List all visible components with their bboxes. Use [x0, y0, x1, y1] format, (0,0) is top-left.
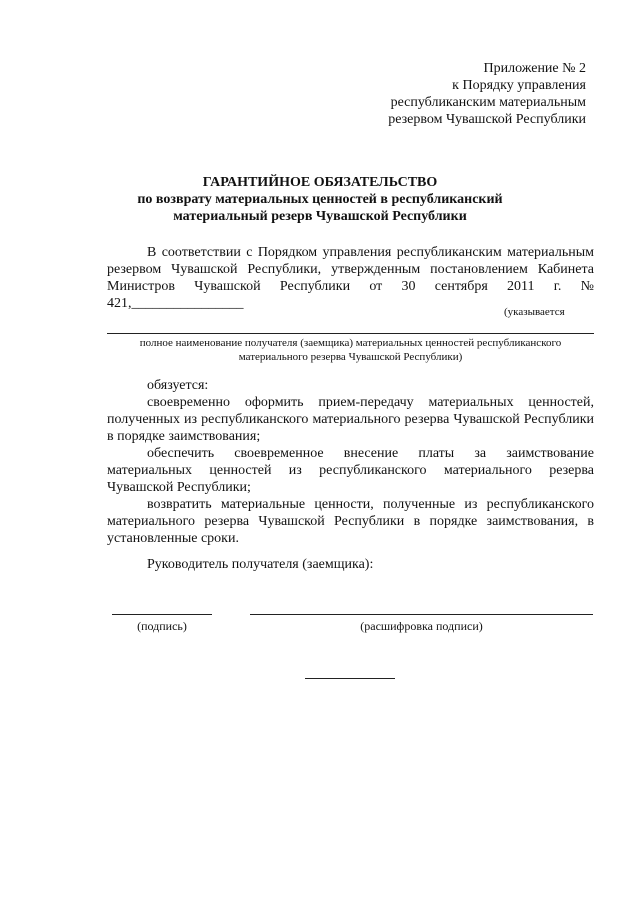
- obligation-item-1: своевременно оформить прием-передачу материальных ценностей, полученных из республиканского материального резерва Чувашской Республики в порядке заимствования;: [107, 395, 594, 444]
- document-title: ГАРАНТИЙНОЕ ОБЯЗАТЕЛЬСТВО: [202, 175, 438, 190]
- signature-decode-caption: (расшифровка подписи): [360, 619, 483, 633]
- appendix-line-4: резервом Чувашской Республики: [388, 112, 586, 127]
- signatory-label: Руководитель получателя (заемщика):: [147, 557, 374, 572]
- appendix-header: [360, 60, 586, 128]
- obligation-item-2: обеспечить своевременное внесение платы за заимствование материальных ценностей из республиканского материального резерва Чувашской Республики;: [107, 446, 594, 495]
- obligations-lead: обязуется:: [147, 378, 209, 393]
- appendix-line-3: республиканским материальным: [390, 95, 586, 110]
- signature-decode-line: [250, 614, 593, 615]
- obligation-item-3: возвратить материальные ценности, полученные из республиканского материального резерва Чувашской Республики в порядке заимствования, в установленные сроки.: [107, 497, 594, 546]
- document-subtitle-line-1: по возврату материальных ценностей в республиканский: [137, 192, 503, 207]
- closing-separator-line: [305, 678, 395, 679]
- recipient-caption-line-1: полное наименование получателя (заемщика) материальных ценностей республиканского: [139, 337, 562, 349]
- appendix-line-2: к Порядку управления: [452, 78, 586, 93]
- intro-paragraph: В соответствии с Порядком управления республиканским материальным резервом Чувашской Республики, утвержденным постановлением Кабинета Министров Чувашской Республики от 30 сентября 2011 г. № 421,________________: [107, 245, 594, 311]
- appendix-line-1: Приложение № 2: [483, 61, 586, 76]
- recipient-name-line: [107, 333, 594, 334]
- document-subtitle-line-2: материальный резерв Чувашской Республики: [173, 209, 467, 224]
- signature-caption: (подпись): [137, 619, 187, 633]
- intro-hint: (указывается: [504, 306, 565, 318]
- signature-line: [112, 614, 212, 615]
- recipient-caption-line-2: материального резерва Чувашской Республики): [238, 351, 463, 363]
